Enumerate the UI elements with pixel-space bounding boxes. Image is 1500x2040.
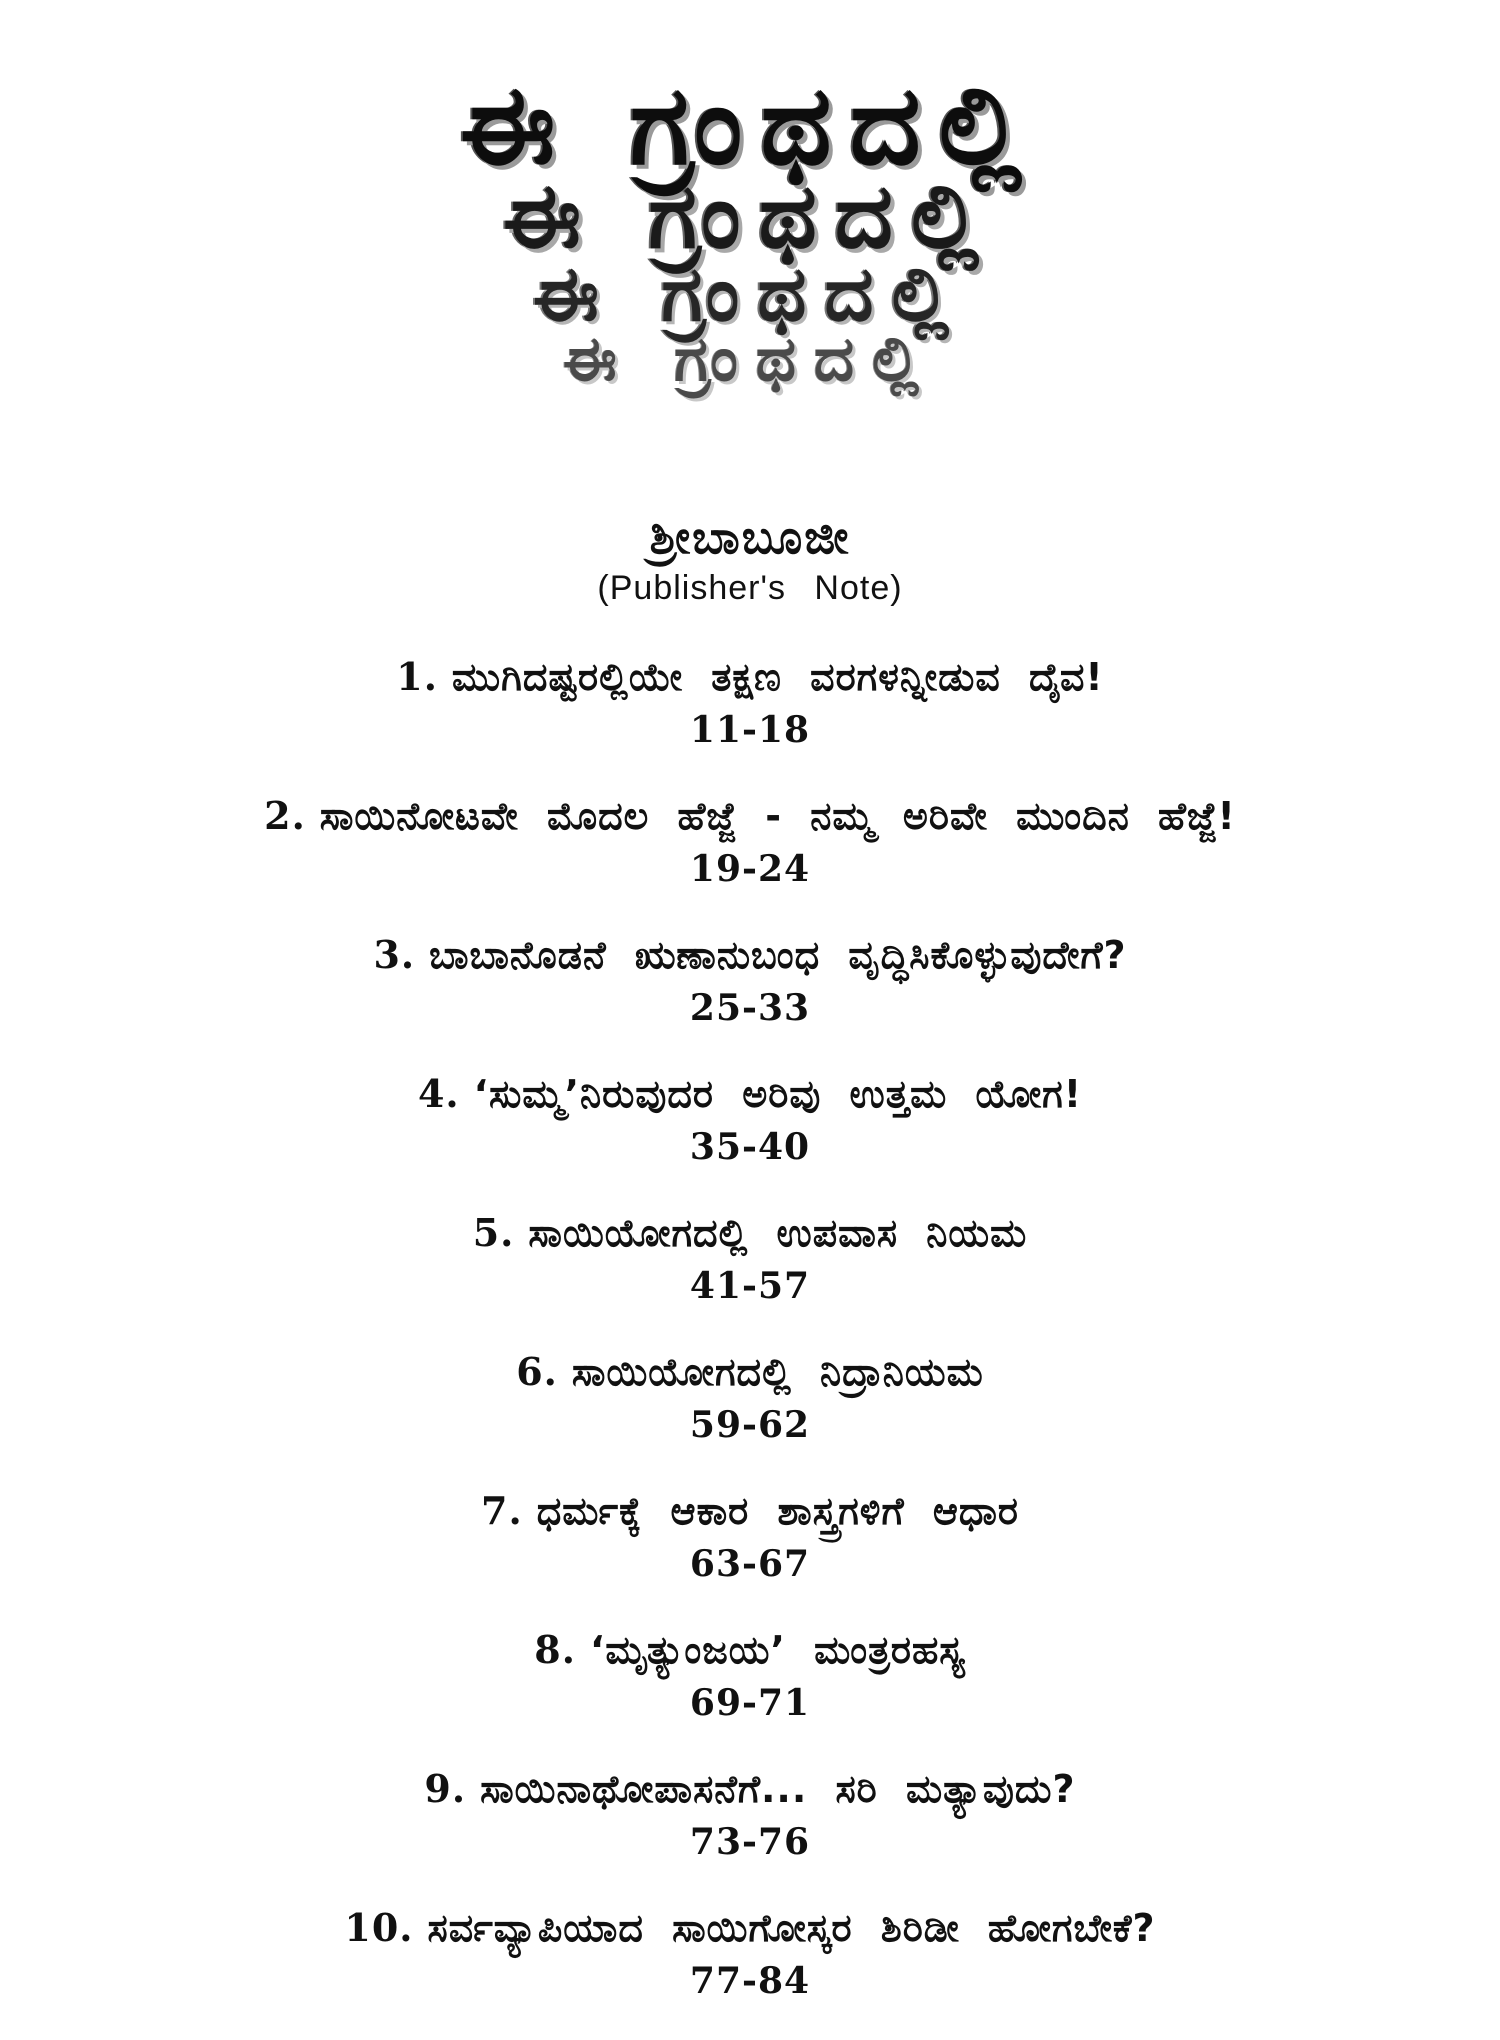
- toc-entry-number: 10.: [344, 1905, 414, 1950]
- toc-entry: [30, 1345, 1470, 1484]
- toc-entry-title-line: [30, 650, 1470, 704]
- page-heading-stack: [0, 61, 1500, 395]
- toc-entry-number: 6.: [516, 1349, 558, 1394]
- toc-entry-title-line: [30, 1762, 1470, 1816]
- toc-entry-title: ‘ಮೃತ್ಯುಂಜಯ’ ಮಂತ್ರರಹಸ್ಯ: [589, 1628, 966, 1672]
- toc-entry-number: 1.: [396, 654, 438, 699]
- toc-entry-title: ಸಾಯಿಯೋಗದಲ್ಲಿ ಉಪವಾಸ ನಿಯಮ: [528, 1211, 1028, 1255]
- toc-entry-title-line: [30, 1623, 1470, 1677]
- toc-entry-pages: 59-62: [689, 1404, 811, 1446]
- toc-entry: [30, 1901, 1470, 2040]
- toc-entry-title: ಸರ್ವವ್ಯಾಪಿಯಾದ ಸಾಯಿಗೋಸ್ಕರ ಶಿರಿಡೀ ಹೋಗಬೇಕೆ?: [427, 1906, 1156, 1950]
- page-heading-line-1: ಈ ಗ್ರಂಥದಲ್ಲಿ: [460, 61, 1040, 189]
- toc-entry-title-line: [30, 1345, 1470, 1399]
- table-of-contents: [30, 650, 1470, 2040]
- toc-entry-pages: 69-71: [689, 1682, 811, 1724]
- toc-entry-number: 9.: [424, 1766, 467, 1811]
- page-heading-line-4: ಈ ಗ್ರಂಥದಲ್ಲಿ: [563, 322, 937, 395]
- toc-entry-number: 8.: [534, 1627, 576, 1672]
- toc-entry-pages: 19-24: [689, 848, 811, 890]
- toc-entry-number: 3.: [373, 932, 416, 977]
- toc-entry-pages: 77-84: [689, 1960, 811, 2002]
- toc-entry: [30, 1484, 1470, 1623]
- toc-entry-title: ಸಾಯಿನಾಥೋಪಾಸನೆಗೆ... ಸರಿ ಮತ್ಯಾವುದು?: [480, 1767, 1076, 1811]
- toc-entry-title: ಮುಗಿದಷ್ಟರಲ್ಲಿಯೇ ತಕ್ಷಣ ವರಗಳನ್ನೀಡುವ ದೈವ!: [451, 655, 1104, 699]
- toc-entry: [30, 650, 1470, 789]
- toc-entry: [30, 1762, 1470, 1901]
- toc-entry-title-line: [30, 1206, 1470, 1260]
- toc-entry-title: ಬಾಬಾನೊಡನೆ ಋಣಾನುಬಂಧ ವೃದ್ಧಿಸಿಕೊಳ್ಳುವುದೇಗೆ?: [429, 933, 1127, 977]
- toc-entry: [30, 1067, 1470, 1206]
- toc-entry-title: ಸಾಯಿನೋಟವೇ ಮೊದಲ ಹೆಜ್ಜೆ - ನಮ್ಮ ಅರಿವೇ ಮುಂದಿನ ಹೆಜ್ಜೆ!: [319, 794, 1236, 838]
- toc-entry-pages: 35-40: [689, 1126, 811, 1168]
- toc-entry: [30, 928, 1470, 1067]
- toc-entry-title-line: [30, 928, 1470, 982]
- toc-entry-title: ಧರ್ಮಕ್ಕೆ ಆಕಾರ ಶಾಸ್ತ್ರಗಳಿಗೆ ಆಧಾರ: [536, 1489, 1019, 1533]
- toc-entry-pages: 73-76: [689, 1821, 811, 1863]
- page-heading-line-3: ಈ ಗ್ರಂಥದಲ್ಲಿ: [532, 249, 968, 338]
- toc-entry-title-line: [30, 1901, 1470, 1955]
- toc-entry-number: 5.: [472, 1210, 515, 1255]
- toc-entry-title: ‘ಸುಮ್ಮ’ನಿರುವುದರ ಅರಿವು ಉತ್ತಮ ಯೋಗ!: [473, 1072, 1083, 1116]
- toc-entry-title-line: [30, 1067, 1470, 1121]
- toc-entry-title-line: [30, 789, 1470, 843]
- toc-entry-pages: 63-67: [689, 1543, 811, 1585]
- toc-entry-title: ಸಾಯಿಯೋಗದಲ್ಲಿ ನಿದ್ರಾನಿಯಮ: [571, 1350, 984, 1394]
- toc-entry-pages: 11-18: [689, 709, 811, 751]
- publisher-name: ಶ್ರೀಬಾಬೂಜೀ: [649, 510, 851, 564]
- toc-entry-title-line: [30, 1484, 1470, 1538]
- toc-entry-pages: 25-33: [689, 987, 811, 1029]
- publisher-subtitle: (Publisher's Note): [597, 569, 903, 607]
- toc-entry: [30, 1206, 1470, 1345]
- page-heading-line-2: ಈ ಗ್ರಂಥದಲ್ಲಿ: [502, 164, 998, 269]
- publisher-note: [0, 508, 1500, 610]
- toc-entry: [30, 1623, 1470, 1762]
- toc-entry-number: 2.: [264, 793, 306, 838]
- toc-entry-pages: 41-57: [689, 1265, 811, 1307]
- toc-entry-number: 4.: [417, 1071, 460, 1116]
- toc-entry-number: 7.: [481, 1488, 523, 1533]
- toc-entry: [30, 789, 1470, 928]
